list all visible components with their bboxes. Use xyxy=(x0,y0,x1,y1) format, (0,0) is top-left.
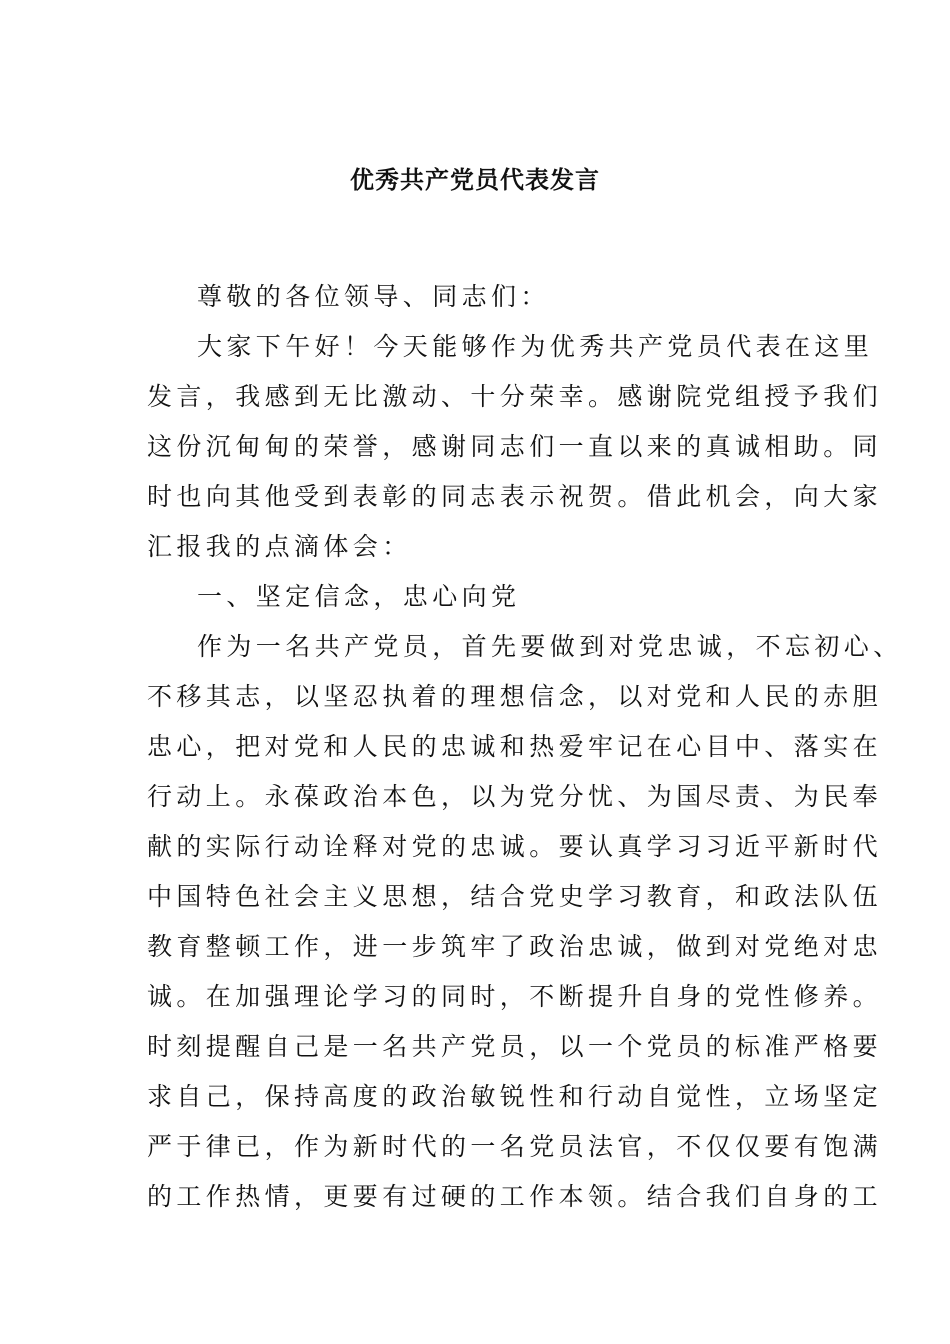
paragraph-line: 诚。在加强理论学习的同时，不断提升自身的党性修养。 xyxy=(147,982,883,1011)
paragraph-line: 行动上。永葆政治本色，以为党分忧、为国尽责、为民奉 xyxy=(147,782,883,811)
paragraph-line: 大家下午好！今天能够作为优秀共产党员代表在这里 xyxy=(197,332,874,361)
salutation: 尊敬的各位领导、同志们： xyxy=(197,282,550,311)
paragraph-line: 这份沉甸甸的荣誉，感谢同志们一直以来的真诚相助。同 xyxy=(147,432,883,461)
paragraph-line: 的工作热情，更要有过硬的工作本领。结合我们自身的工 xyxy=(147,1182,883,1211)
paragraph-line: 严于律已，作为新时代的一名党员法官，不仅仅要有饱满 xyxy=(147,1132,883,1161)
paragraph-line: 时也向其他受到表彰的同志表示祝贺。借此机会，向大家 xyxy=(147,482,883,511)
paragraph-line: 献的实际行动诠释对党的忠诚。要认真学习习近平新时代 xyxy=(147,832,883,861)
paragraph-line: 作为一名共产党员，首先要做到对党忠诚，不忘初心、 xyxy=(197,632,903,661)
paragraph-line: 不移其志，以坚忍执着的理想信念，以对党和人民的赤胆 xyxy=(147,682,883,711)
paragraph-line: 时刻提醒自己是一名共产党员，以一个党员的标准严格要 xyxy=(147,1032,883,1061)
paragraph-line: 中国特色社会主义思想，结合党史学习教育，和政法队伍 xyxy=(147,882,883,911)
section-heading: 一、坚定信念，忠心向党 xyxy=(197,582,521,611)
paragraph-line: 发言，我感到无比激动、十分荣幸。感谢院党组授予我们 xyxy=(147,382,883,411)
document-title: 优秀共产党员代表发言 xyxy=(350,166,600,194)
paragraph-line: 求自己，保持高度的政治敏锐性和行动自觉性，立场坚定 xyxy=(147,1082,883,1111)
paragraph-line: 忠心，把对党和人民的忠诚和热爱牢记在心目中、落实在 xyxy=(147,732,883,761)
paragraph-line: 教育整顿工作，进一步筑牢了政治忠诚，做到对党绝对忠 xyxy=(147,932,883,961)
paragraph-line: 汇报我的点滴体会： xyxy=(147,532,412,561)
